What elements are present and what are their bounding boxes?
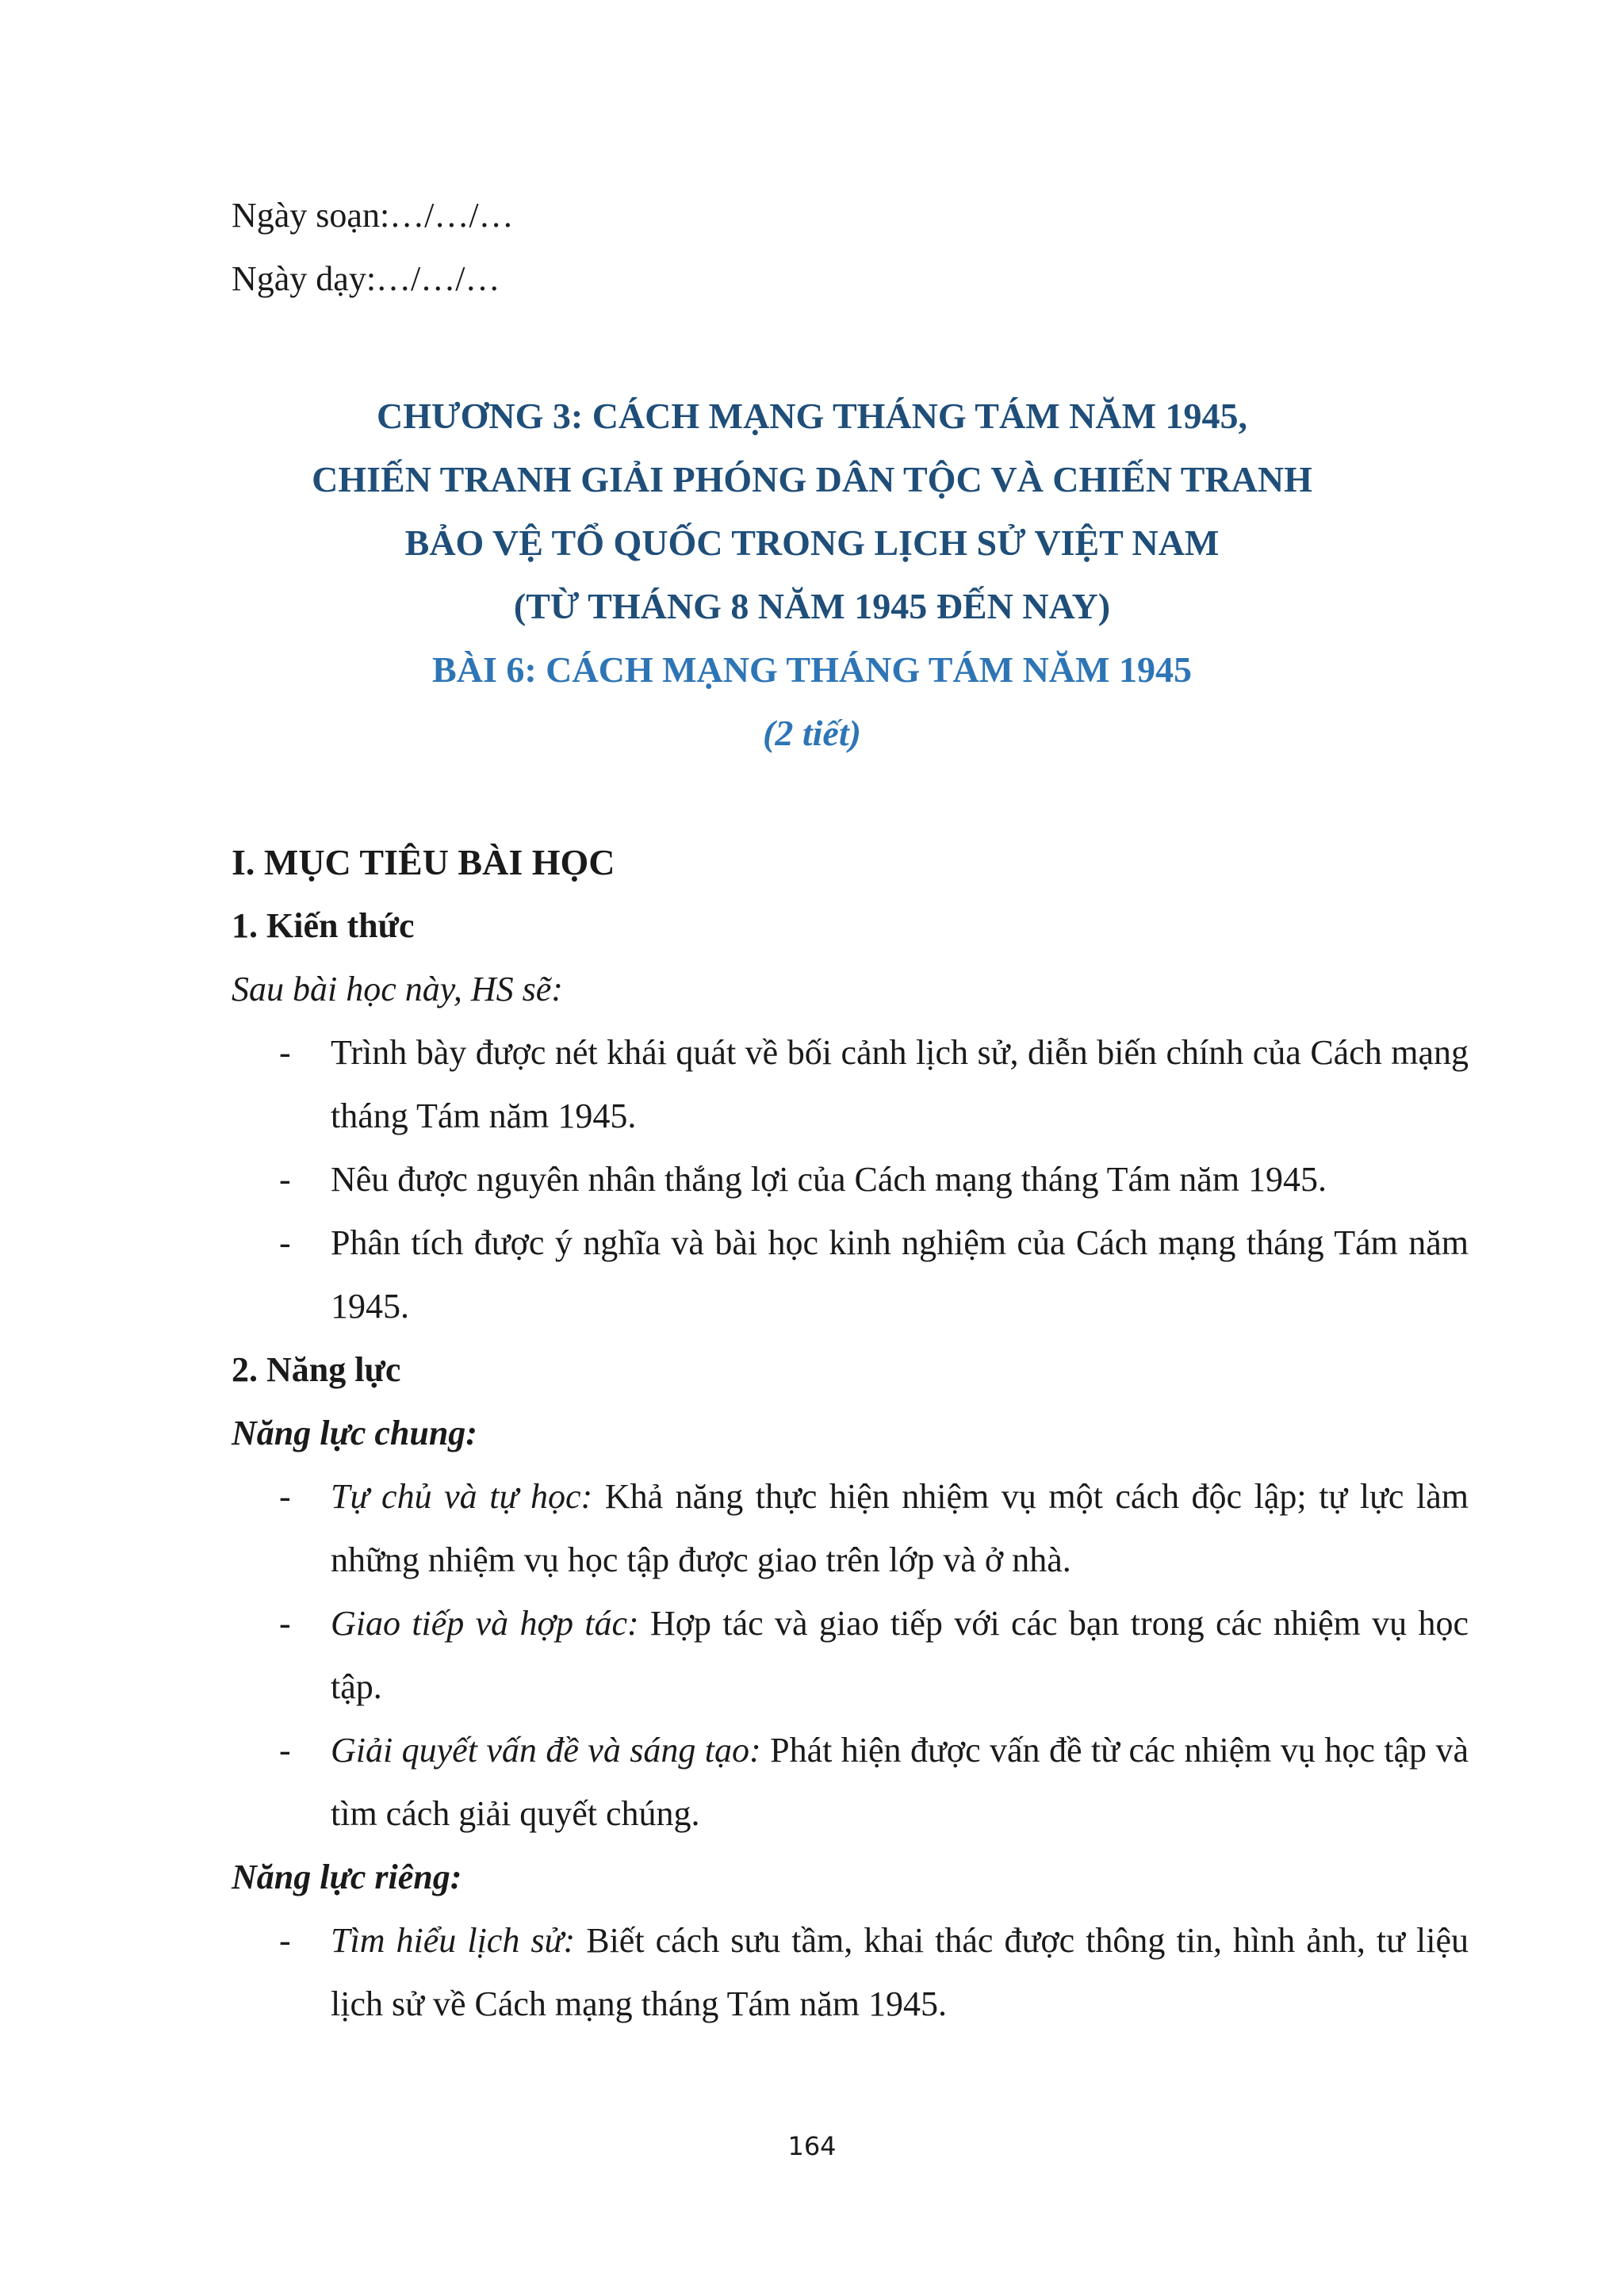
chapter-title-line-2: CHIẾN TRANH GIẢI PHÓNG DÂN TỘC VÀ CHIẾN TRANH bbox=[312, 459, 1312, 499]
knowledge-intro: Sau bài học này, HS sẽ: bbox=[232, 970, 563, 1008]
bullet-dash: - bbox=[279, 1223, 291, 1262]
knowledge-bullet bbox=[232, 1021, 1469, 1148]
bullet-text: Phát hiện được vấn đề từ các nhiệm vụ học tập và tìm cách giải quyết chúng. bbox=[331, 1731, 1469, 1833]
specific-competence-bullet bbox=[232, 1909, 1469, 2036]
bullet-lead: Giải quyết vấn đề và sáng tạo: bbox=[331, 1731, 761, 1770]
date-prepared: Ngày soạn:…/…/… bbox=[232, 196, 514, 235]
title-block bbox=[0, 385, 1624, 765]
bullet-dash: - bbox=[279, 1604, 291, 1643]
bullet-dash: - bbox=[279, 1160, 291, 1199]
bullet-text: Phân tích được ý nghĩa và bài học kinh nghiệm của Cách mạng tháng Tám năm 1945. bbox=[331, 1223, 1469, 1326]
general-competence-bullet bbox=[232, 1465, 1469, 1592]
bullet-dash: - bbox=[279, 1477, 291, 1516]
bullet-dash: - bbox=[279, 1731, 291, 1770]
bullet-lead: Tự chủ và tự học: bbox=[331, 1477, 593, 1516]
bullet-text: Khả năng thực hiện nhiệm vụ một cách độc lập; tự lực làm những nhiệm vụ học tập được giao trên lớp và ở nhà. bbox=[331, 1477, 1469, 1579]
knowledge-bullet bbox=[232, 1211, 1469, 1338]
page-number: 164 bbox=[787, 2131, 837, 2161]
bullet-text: Trình bày được nét khái quát về bối cảnh lịch sử, diễn biến chính của Cách mạng tháng Tám năm 1945. bbox=[331, 1033, 1469, 1135]
chapter-title-line-1: CHƯƠNG 3: CÁCH MẠNG THÁNG TÁM NĂM 1945, bbox=[377, 396, 1247, 436]
lesson-content bbox=[232, 831, 1469, 2036]
bullet-text: Biết cách sưu tầm, khai thác được thông tin, hình ảnh, tư liệu lịch sử về Cách mạng tháng Tám năm 1945. bbox=[331, 1921, 1469, 2023]
subheading-knowledge: 1. Kiến thức bbox=[232, 906, 415, 945]
bullet-dash: - bbox=[279, 1921, 291, 1960]
bullet-lead: Tìm hiểu lịch sử: bbox=[331, 1921, 576, 1960]
bullet-lead: Giao tiếp và hợp tác: bbox=[331, 1604, 639, 1643]
knowledge-bullet bbox=[232, 1148, 1469, 1211]
bullet-text: Hợp tác và giao tiếp với các bạn trong các nhiệm vụ học tập. bbox=[331, 1604, 1469, 1706]
section-heading-objectives: I. MỤC TIÊU BÀI HỌC bbox=[232, 842, 615, 882]
date-taught: Ngày dạy:…/…/… bbox=[232, 259, 500, 298]
lesson-title: BÀI 6: CÁCH MẠNG THÁNG TÁM NĂM 1945 bbox=[432, 649, 1192, 690]
subheading-competence: 2. Năng lực bbox=[232, 1350, 401, 1389]
general-competence-heading: Năng lực chung: bbox=[232, 1414, 477, 1452]
specific-competence-heading: Năng lực riêng: bbox=[232, 1858, 462, 1896]
general-competence-bullet bbox=[232, 1719, 1469, 1846]
lesson-periods: (2 tiết) bbox=[763, 713, 861, 753]
bullet-dash: - bbox=[279, 1033, 291, 1072]
general-competence-bullet bbox=[232, 1592, 1469, 1719]
chapter-title-line-3: BẢO VỆ TỔ QUỐC TRONG LỊCH SỬ VIỆT NAM bbox=[404, 522, 1220, 563]
chapter-title-line-4: (TỪ THÁNG 8 NĂM 1945 ĐẾN NAY) bbox=[513, 586, 1111, 626]
bullet-text: Nêu được nguyên nhân thắng lợi của Cách mạng tháng Tám năm 1945. bbox=[331, 1160, 1327, 1199]
